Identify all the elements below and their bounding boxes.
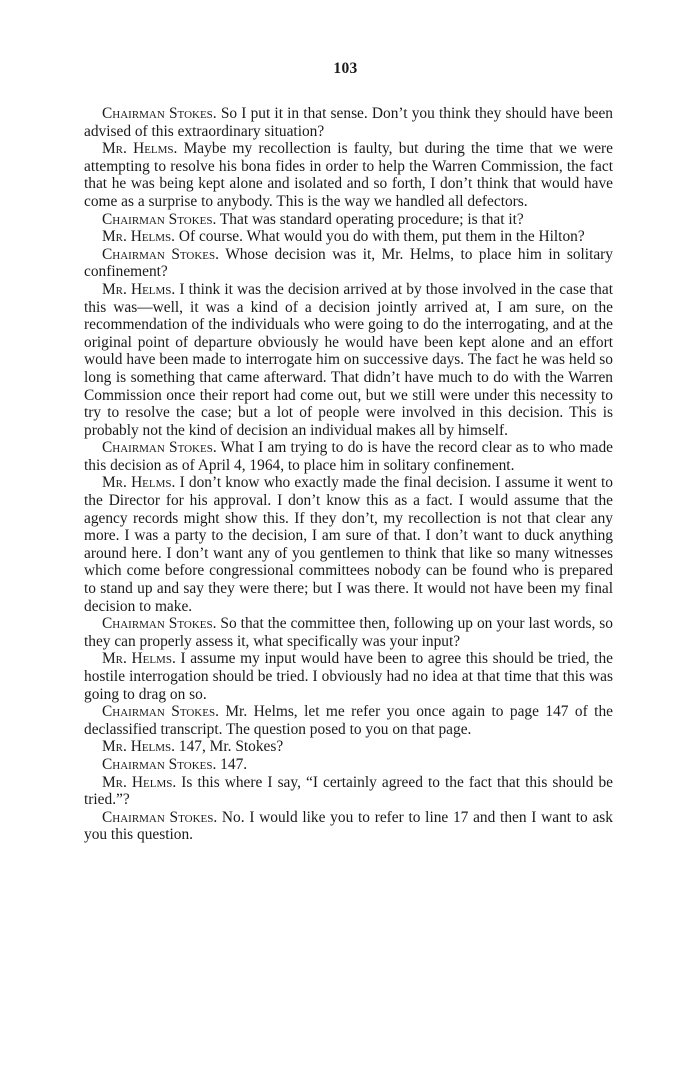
paragraph-text: I assume my input would have been to agree this should be tried, the hostile interrogation should be tried. I obviously had no idea at that time that this was going to drag on so. [84, 650, 613, 703]
speaker-name: Mr. Helms. [102, 738, 176, 756]
paragraph-text: 147. [216, 755, 248, 773]
transcript-paragraph [84, 809, 613, 844]
speaker-name: Chairman Stokes. [102, 210, 217, 228]
speaker-name: Mr. Helms. [102, 650, 176, 668]
paragraph-text: Mr. Helms, let me refer you once again to page 147 of the declassified transcript. The question posed to you on that page. [84, 703, 613, 738]
transcript-paragraph [84, 211, 613, 229]
transcript-paragraph [84, 774, 613, 809]
paragraph-text: So that the committee then, following up on your last words, so they can properly assess it, what specifically was your input? [84, 615, 613, 650]
transcript-paragraph [84, 474, 613, 615]
page-number: 103 [333, 60, 358, 77]
paragraph-text: I think it was the decision arrived at by those involved in the case that this was—well, it was a kind of a decision jointly arrived at, I am sure, on the recommendation of the individuals who were going to do the interrogating, and at the original point of departure obviously he would have been kept alone and an effort would have been made to interrogate him on successive days. The fact he was held so long is something that came afterward. That didn’t have much to do with the Warren Commission once their report had come out, but we still were under this necessity to try to resolve the case; but a lot of people were involved in this decision. This is probably not the kind of decision an individual makes all by himself. [84, 280, 613, 439]
paragraph-text: Is this where I say, “I certainly agreed to the fact that this should be tried.”? [84, 773, 613, 809]
speaker-name: Chairman Stokes. [102, 808, 218, 826]
speaker-name: Chairman Stokes. [102, 439, 217, 457]
paragraph-text: Of course. What would you do with them, put them in the Hilton? [175, 228, 585, 246]
speaker-name: Mr. Helms. [102, 280, 176, 298]
paragraph-text: Maybe my recollection is faulty, but during the time that we were attempting to resolve his bona fides in order to help the Warren Commission, the fact that he was being kept alone and isolated and so forth, I don’t think that would have come as a surprise to anybody. This is the way we handled all defectors. [84, 140, 613, 210]
speaker-name: Chairman Stokes. [102, 105, 217, 122]
paragraph-text: So I put it in that sense. Don’t you think they should have been advised of this extraordinary situation? [84, 105, 613, 140]
transcript-body [84, 105, 613, 844]
transcript-paragraph [84, 105, 613, 140]
speaker-name: Mr. Helms. [102, 140, 178, 158]
speaker-name: Mr. Helms. [102, 474, 176, 492]
paragraph-text: Whose decision was it, Mr. Helms, to place him in solitary confinement? [84, 245, 613, 281]
transcript-paragraph [84, 756, 613, 774]
speaker-name: Chairman Stokes. [102, 245, 219, 263]
speaker-name: Mr. Helms. [102, 773, 177, 791]
paragraph-text: No. I would like you to refer to line 17 and then I want to ask you this question. [84, 808, 613, 844]
speaker-name: Chairman Stokes. [102, 755, 217, 773]
speaker-name: Chairman Stokes. [102, 703, 219, 721]
paragraph-text: That was standard operating procedure; is that it? [216, 210, 524, 228]
transcript-paragraph [84, 615, 613, 650]
transcript-paragraph [84, 140, 613, 210]
transcript-paragraph [84, 281, 613, 439]
transcript-paragraph [84, 246, 613, 281]
speaker-name: Mr. Helms. [102, 228, 176, 246]
speaker-name: Chairman Stokes. [102, 615, 217, 633]
paragraph-text: What I am trying to do is have the record clear as to who made this decision as of April 4, 1964, to place him in solitary confinement. [84, 439, 614, 474]
paragraph-text: I don’t know who exactly made the final decision. I assume it went to the Director for his approval. I don’t know this as a fact. I would assume that the agency records might show this. If they don’t, my recollection is not that clear any more. I was a party to the decision, I am sure of that. I don’t want to duck anything around here. I don’t want any of you gentlemen to think that like so many witnesses which come before congressional committees nobody can be found who is prepared to stand up and say they were there; but I was there. It would not have been my final decision to make. [84, 474, 613, 615]
paragraph-text: 147, Mr. Stokes? [175, 738, 284, 756]
transcript-paragraph [84, 703, 613, 738]
transcript-paragraph [84, 738, 613, 756]
transcript-paragraph [84, 650, 613, 703]
transcript-paragraph [84, 228, 613, 246]
transcript-paragraph [84, 439, 613, 474]
